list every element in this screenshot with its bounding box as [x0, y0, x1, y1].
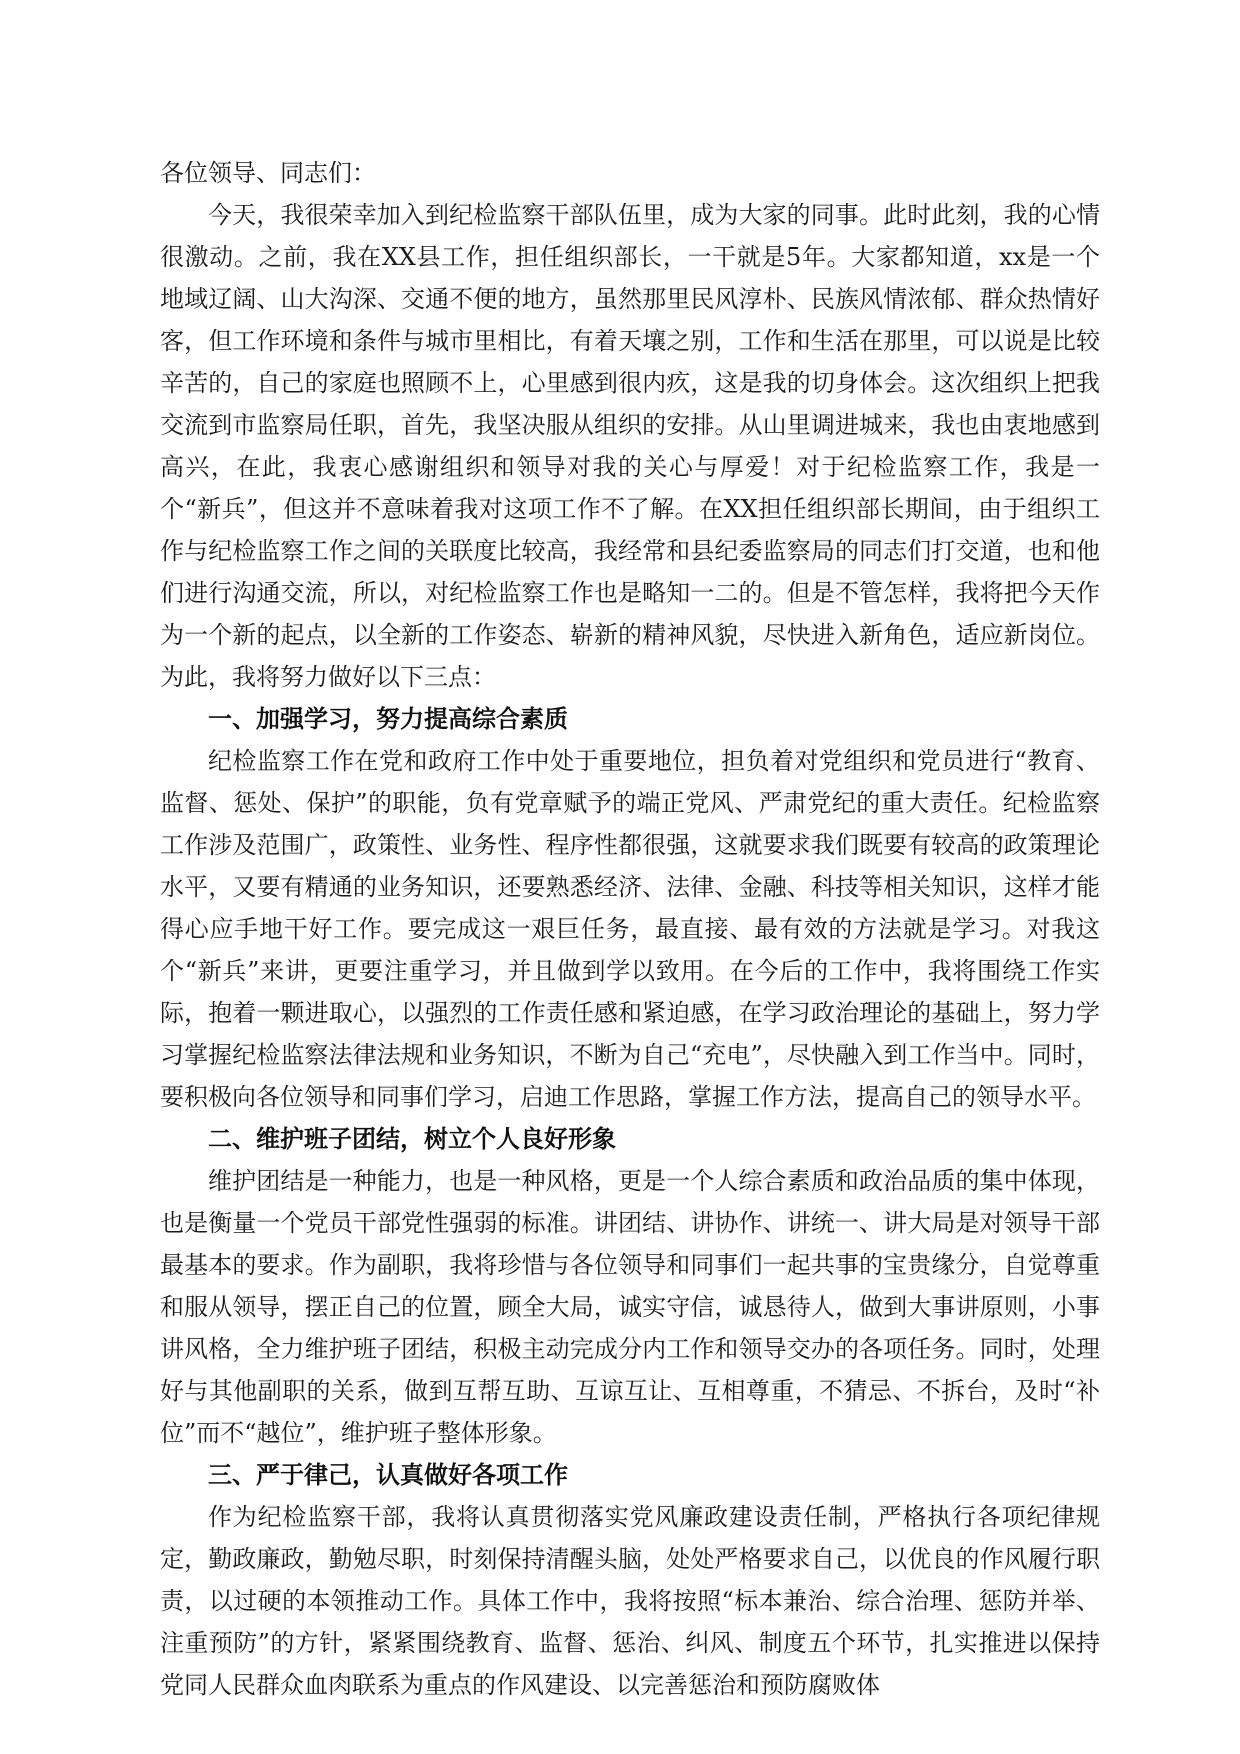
intro-paragraph: 今天，我很荣幸加入到纪检监察干部队伍里，成为大家的同事。此时此刻，我的心情很激动。之前，我在XX县工作，担任组织部长，一干就是5年。大家都知道，xx是一个地域辽阔、山大沟深、交通不便的地方，虽然那里民风淳朴、民族风情浓郁、群众热情好客，但工作环境和条件与城市里相比，有着天壤之别，工作和生活在那里，可以说是比较辛苦的，自己的家庭也照顾不上，心里感到很内疚，这是我的切身体会。这次组织上把我交流到市监察局任职，首先，我坚决服从组织的安排。从山里调进城来，我也由衷地感到高兴，在此，我衷心感谢组织和领导对我的关心与厚爱！对于纪检监察工作，我是一个“新兵”，但这并不意味着我对这项工作不了解。在XX担任组织部长期间，由于组织工作与纪检监察工作之间的关联度比较高，我经常和县纪委监察局的同志们打交道，也和他们进行沟通交流，所以，对纪检监察工作也是略知一二的。但是不管怎样，我将把今天作为一个新的起点，以全新的工作姿态、崭新的精神风貌，尽快进入新角色，适应新岗位。为此，我将努力做好以下三点：	[160, 201, 1100, 691]
section-3-heading: 三、严于律己，认真做好各项工作	[208, 1461, 568, 1489]
section-3-body: 作为纪检监察干部，我将认真贯彻落实党风廉政建设责任制，严格执行各项纪律规定，勤政廉政，勤勉尽职，时刻保持清醒头脑，处处严格要求自己，以优良的作风履行职责，以过硬的本领推动工作。具体工作中，我将按照“标本兼治、综合治理、惩防并举、注重预防”的方针，紧紧围绕教育、监督、惩治、纠风、制度五个环节，扎实推进以保持党同人民群众血肉联系为重点的作风建设、以完善惩治和预防腐败体	[160, 1503, 1100, 1699]
salutation: 各位领导、同志们：	[160, 159, 376, 187]
section-1-heading: 一、加强学习，努力提高综合素质	[208, 705, 568, 733]
section-1-body: 纪检监察工作在党和政府工作中处于重要地位，担负着对党组织和党员进行“教育、监督、惩处、保护”的职能，负有党章赋予的端正党风、严肃党纪的重大责任。纪检监察工作涉及范围广，政策性、业务性、程序性都很强，这就要求我们既要有较高的政策理论水平，又要有精通的业务知识，还要熟悉经济、法律、金融、科技等相关知识，这样才能得心应手地干好工作。要完成这一艰巨任务，最直接、最有效的方法就是学习。对我这个“新兵”来讲，更要注重学习，并且做到学以致用。在今后的工作中，我将围绕工作实际，抱着一颗进取心，以强烈的工作责任感和紧迫感，在学习政治理论的基础上，努力学习掌握纪检监察法律法规和业务知识，不断为自己“充电”，尽快融入到工作当中。同时，要积极向各位领导和同事们学习，启迪工作思路，掌握工作方法，提高自己的领导水平。	[160, 747, 1100, 1111]
section-2-heading: 二、维护班子团结，树立个人良好形象	[208, 1125, 616, 1153]
document-page	[160, 152, 1100, 1706]
section-2-body: 维护团结是一种能力，也是一种风格，更是一个人综合素质和政治品质的集中体现，也是衡量一个党员干部党性强弱的标准。讲团结、讲协作、讲统一、讲大局是对领导干部最基本的要求。作为副职，我将珍惜与各位领导和同事们一起共事的宝贵缘分，自觉尊重和服从领导，摆正自己的位置，顾全大局，诚实守信，诚恳待人，做到大事讲原则，小事讲风格，全力维护班子团结，积极主动完成分内工作和领导交办的各项任务。同时，处理好与其他副职的关系，做到互帮互助、互谅互让、互相尊重，不猜忌、不拆台，及时“补位”而不“越位”，维护班子整体形象。	[160, 1167, 1100, 1447]
